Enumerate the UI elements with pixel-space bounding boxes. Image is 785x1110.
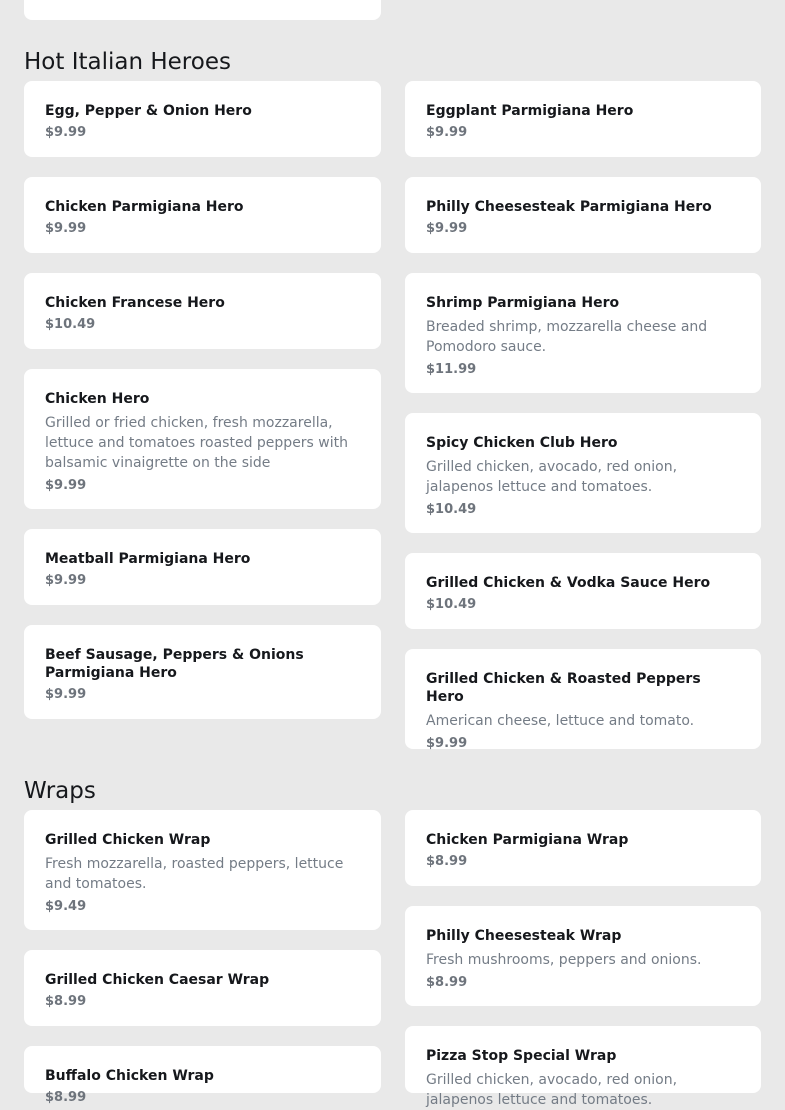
- item-price: $10.49: [426, 502, 477, 517]
- menu-item-card[interactable]: [24, 1046, 381, 1105]
- menu-item-card[interactable]: [405, 413, 761, 533]
- menu-item-card[interactable]: [24, 625, 381, 719]
- menu-item-card[interactable]: [24, 950, 381, 1026]
- item-price: $9.99: [45, 687, 87, 702]
- item-name: Beef Sausage, Peppers & Onions Parmigiana Hero: [45, 647, 304, 681]
- menu-item-card[interactable]: [405, 81, 761, 157]
- item-price: $8.99: [45, 994, 87, 1009]
- item-description: Fresh mushrooms, peppers and onions.: [426, 952, 702, 968]
- item-name: Chicken Parmigiana Hero: [45, 199, 244, 215]
- menu-item-card[interactable]: [24, 810, 381, 930]
- item-price: $9.99: [45, 221, 87, 236]
- item-price: $8.99: [426, 975, 468, 990]
- item-name: Eggplant Parmigiana Hero: [426, 103, 634, 119]
- item-name: Grilled Chicken & Vodka Sauce Hero: [426, 575, 711, 591]
- menu-item-card[interactable]: [24, 0, 381, 20]
- item-name: Grilled Chicken Caesar Wrap: [45, 972, 270, 988]
- item-name: Buffalo Chicken Wrap: [45, 1068, 214, 1084]
- item-price: $9.99: [45, 478, 87, 493]
- menu-item-card[interactable]: [24, 529, 381, 605]
- item-description: American cheese, lettuce and tomato.: [426, 713, 695, 729]
- item-price: $9.99: [426, 125, 468, 140]
- item-description: Grilled or fried chicken, fresh mozzarella, lettuce and tomatoes roasted peppers with balsamic vinaigrette on the side: [45, 415, 349, 471]
- section-title-wraps: Wraps: [24, 778, 96, 804]
- item-description: Grilled chicken, avocado, red onion, jalapenos lettuce and tomatoes.: [426, 459, 678, 495]
- item-name: Philly Cheesesteak Parmigiana Hero: [426, 199, 712, 215]
- item-price: $9.99: [426, 736, 468, 751]
- menu-item-card[interactable]: [405, 810, 761, 886]
- item-price: $8.99: [426, 854, 468, 869]
- item-name: Chicken Hero: [45, 391, 150, 407]
- item-price: $9.99: [45, 573, 87, 588]
- menu-item-card[interactable]: [24, 369, 381, 509]
- menu-item-card[interactable]: [24, 81, 381, 157]
- menu-item-card[interactable]: [405, 1026, 761, 1108]
- section-title-hot-italian-heroes: Hot Italian Heroes: [24, 49, 231, 75]
- item-price: $11.99: [426, 362, 477, 377]
- item-name: Grilled Chicken & Roasted Peppers Hero: [426, 671, 701, 705]
- item-price: $9.49: [45, 899, 87, 914]
- item-name: Egg, Pepper & Onion Hero: [45, 103, 252, 119]
- item-price: $10.49: [45, 317, 96, 332]
- item-name: Meatball Parmigiana Hero: [45, 551, 251, 567]
- menu-item-card[interactable]: [405, 906, 761, 1006]
- item-name: Chicken Parmigiana Wrap: [426, 832, 629, 848]
- item-description: Breaded shrimp, mozzarella cheese and Pomodoro sauce.: [426, 319, 708, 355]
- menu-item-card[interactable]: [24, 177, 381, 253]
- menu-item-card[interactable]: [405, 649, 761, 749]
- menu-item-card[interactable]: [24, 273, 381, 349]
- item-name: Shrimp Parmigiana Hero: [426, 295, 620, 311]
- item-price: $10.49: [426, 597, 477, 612]
- item-name: Chicken Francese Hero: [45, 295, 225, 311]
- item-description: Fresh mozzarella, roasted peppers, lettuce and tomatoes.: [45, 856, 344, 892]
- menu-item-card[interactable]: [405, 177, 761, 253]
- menu-item-card[interactable]: [405, 273, 761, 393]
- item-description: Grilled chicken, avocado, red onion, jalapenos lettuce and tomatoes.: [426, 1072, 678, 1108]
- item-name: Pizza Stop Special Wrap: [426, 1048, 617, 1064]
- item-name: Spicy Chicken Club Hero: [426, 435, 618, 451]
- item-price: $9.99: [45, 125, 87, 140]
- item-name: Philly Cheesesteak Wrap: [426, 928, 622, 944]
- item-price: $9.99: [426, 221, 468, 236]
- menu-item-card[interactable]: [405, 553, 761, 629]
- item-name: Grilled Chicken Wrap: [45, 832, 211, 848]
- item-price: $8.99: [45, 1090, 87, 1105]
